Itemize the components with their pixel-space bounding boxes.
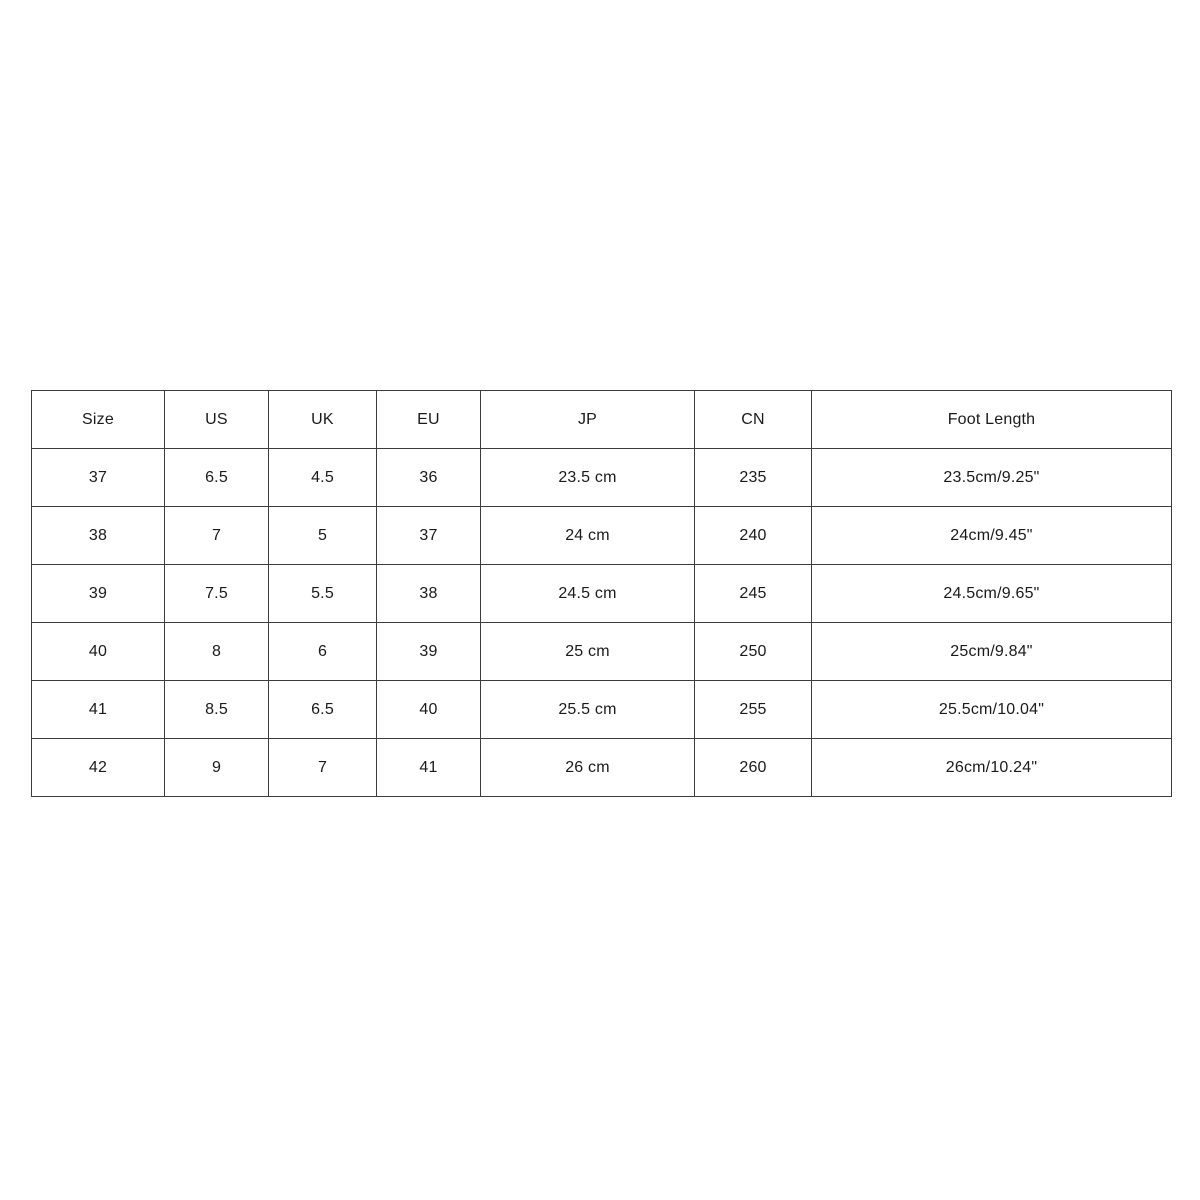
table-row: [32, 507, 1172, 565]
table-row: [32, 623, 1172, 681]
cell-foot-length: 26cm/10.24": [812, 739, 1172, 797]
header-size: Size: [32, 391, 165, 449]
cell-cn: 235: [695, 449, 812, 507]
cell-eu: 41: [377, 739, 481, 797]
cell-uk: 5: [269, 507, 377, 565]
header-jp: JP: [481, 391, 695, 449]
cell-foot-length: 25.5cm/10.04": [812, 681, 1172, 739]
cell-us: 8.5: [165, 681, 269, 739]
cell-size: 37: [32, 449, 165, 507]
header-uk: UK: [269, 391, 377, 449]
header-foot-length: Foot Length: [812, 391, 1172, 449]
table-row: [32, 449, 1172, 507]
cell-size: 38: [32, 507, 165, 565]
cell-eu: 36: [377, 449, 481, 507]
cell-jp: 25 cm: [481, 623, 695, 681]
size-chart-table: [31, 390, 1172, 797]
cell-foot-length: 24.5cm/9.65": [812, 565, 1172, 623]
cell-uk: 5.5: [269, 565, 377, 623]
cell-eu: 39: [377, 623, 481, 681]
cell-cn: 240: [695, 507, 812, 565]
cell-us: 6.5: [165, 449, 269, 507]
cell-size: 42: [32, 739, 165, 797]
cell-jp: 24.5 cm: [481, 565, 695, 623]
cell-jp: 26 cm: [481, 739, 695, 797]
table-row: [32, 681, 1172, 739]
cell-jp: 23.5 cm: [481, 449, 695, 507]
cell-uk: 7: [269, 739, 377, 797]
cell-foot-length: 24cm/9.45": [812, 507, 1172, 565]
cell-cn: 255: [695, 681, 812, 739]
cell-foot-length: 25cm/9.84": [812, 623, 1172, 681]
cell-us: 7: [165, 507, 269, 565]
cell-us: 9: [165, 739, 269, 797]
table-row: [32, 565, 1172, 623]
cell-jp: 24 cm: [481, 507, 695, 565]
cell-us: 8: [165, 623, 269, 681]
cell-eu: 37: [377, 507, 481, 565]
cell-us: 7.5: [165, 565, 269, 623]
cell-size: 41: [32, 681, 165, 739]
table-header-row: [32, 391, 1172, 449]
header-eu: EU: [377, 391, 481, 449]
header-cn: CN: [695, 391, 812, 449]
cell-cn: 245: [695, 565, 812, 623]
cell-eu: 40: [377, 681, 481, 739]
cell-uk: 6.5: [269, 681, 377, 739]
cell-size: 40: [32, 623, 165, 681]
cell-cn: 250: [695, 623, 812, 681]
table-row: [32, 739, 1172, 797]
cell-uk: 4.5: [269, 449, 377, 507]
cell-foot-length: 23.5cm/9.25": [812, 449, 1172, 507]
cell-size: 39: [32, 565, 165, 623]
header-us: US: [165, 391, 269, 449]
cell-cn: 260: [695, 739, 812, 797]
cell-uk: 6: [269, 623, 377, 681]
cell-eu: 38: [377, 565, 481, 623]
cell-jp: 25.5 cm: [481, 681, 695, 739]
